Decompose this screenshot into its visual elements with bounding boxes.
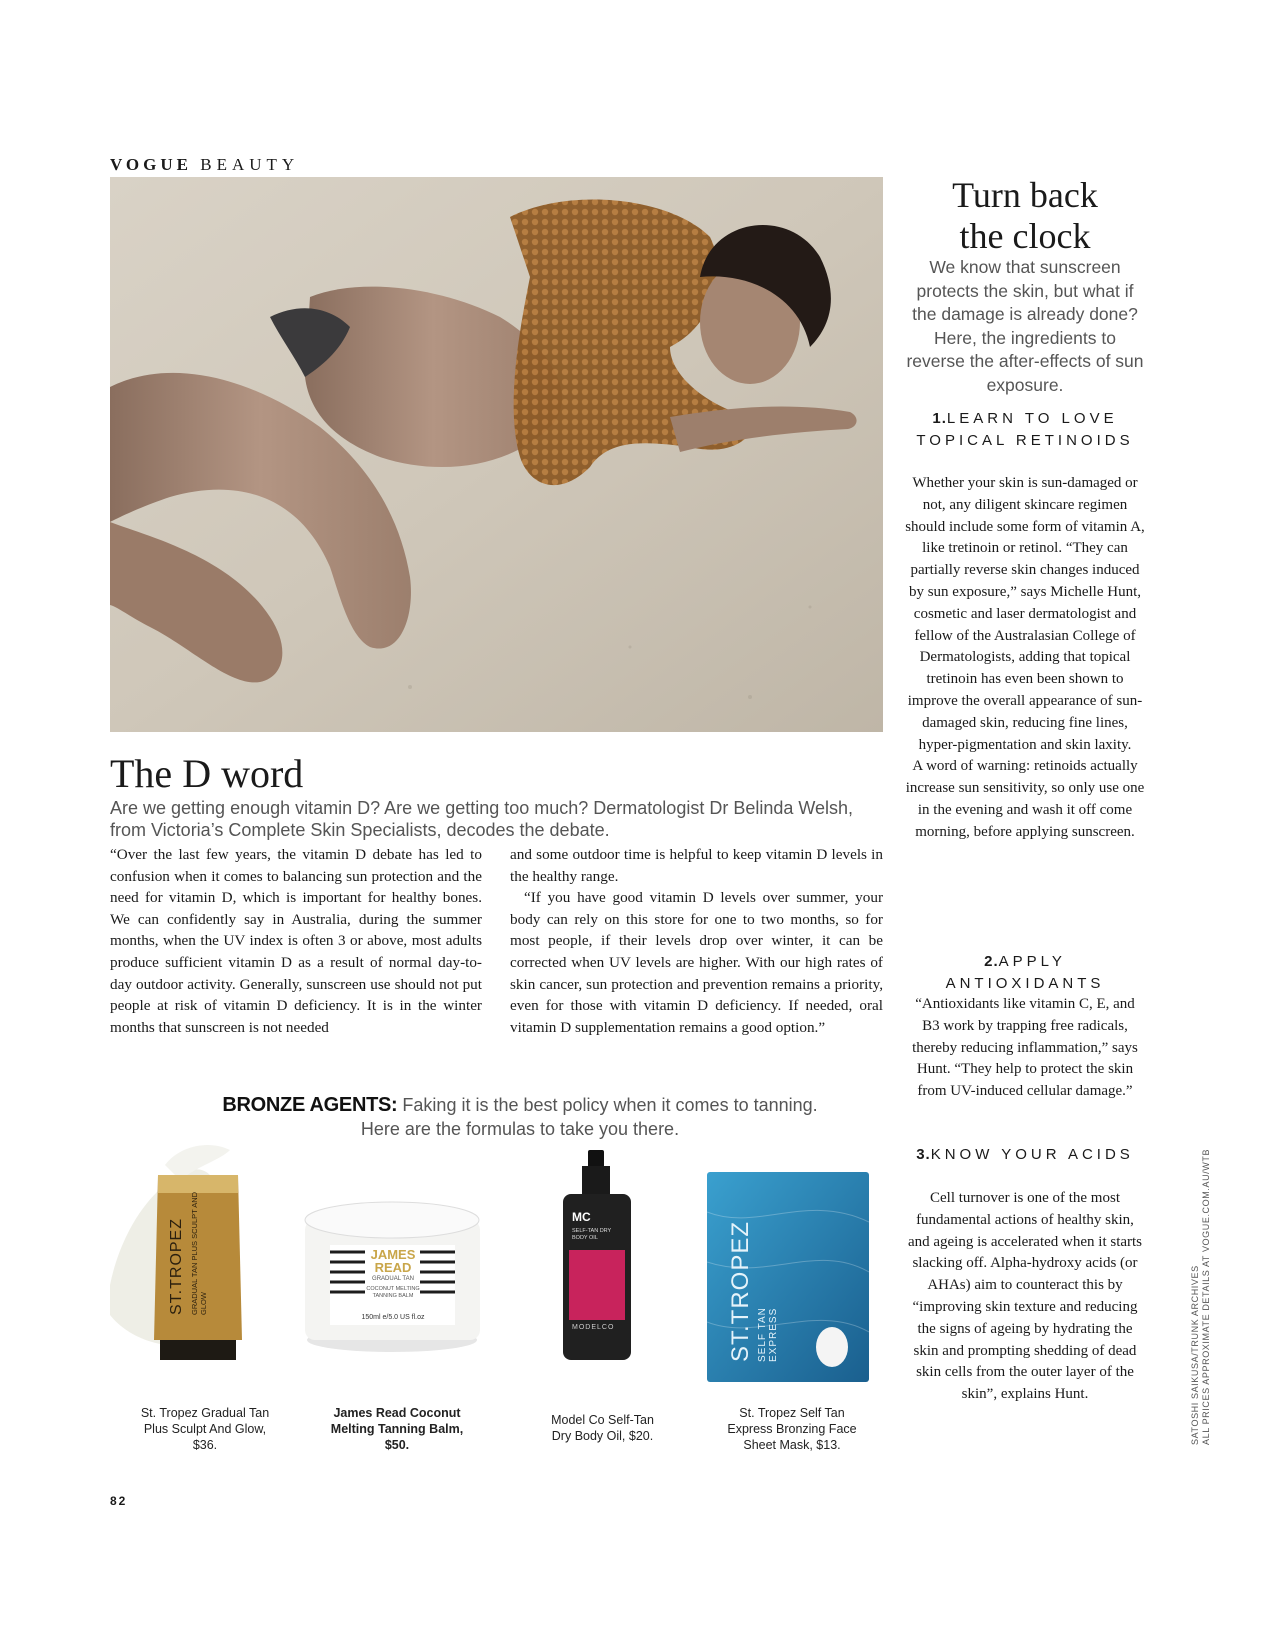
- bronze-label: BRONZE AGENTS:: [222, 1094, 398, 1116]
- product-caption-4: St. Tropez Self Tan Express Bronzing Face Sheet Mask, $13.: [727, 1406, 857, 1452]
- tube-brand: ST.TROPEZ: [168, 1217, 185, 1315]
- product-caption-2: [322, 1405, 472, 1453]
- bottle-footer: MODELCO: [572, 1324, 615, 1331]
- product-caption-1: St. Tropez Gradual Tan Plus Sculpt And Glow, $36.: [140, 1406, 270, 1452]
- paragraph: “Over the last few years, the vitamin D debate has led to confusion when it comes to balancing sun protection and the need for vitamin D, which is important for healthy bones. We can confidently say in Australia, during the summer months, when the UV index is often 3 or above, most adults produce sufficient vitamin D as a result of normal day-to-day outdoor activity. Generally, sunscreen use should not put people at risk of vitamin D deficiency. It is in the winter months that sunscreen is not needed: [110, 846, 482, 1036]
- sidebar-title-line-1: Turn back: [952, 175, 1098, 215]
- sidebar-body-1: [905, 473, 1145, 844]
- sidebar-subhead-1: [915, 408, 1135, 451]
- subhead-text: APPLY ANTIOXIDANTS: [945, 953, 1105, 992]
- subhead-text: LEARN TO LOVE TOPICAL RETINOIDS: [916, 410, 1134, 449]
- jar-line: GRADUAL TAN: [372, 1276, 414, 1282]
- subhead-number: 2.: [984, 953, 999, 970]
- paragraph: Whether your skin is sun-damaged or not, any diligent skincare regimen should include some form of vitamin A, like tretinoin or retinol. “They can partially reverse skin changes induced by sun exposure,” says Michelle Hunt, cosmetic and laser dermatologist and fellow of the Australasian College of Dermatologists, adding that topical tretinoin has even been shown to improve the overall appearance of sun-damaged skin, reducing fine lines, hyper-pigmentation and skin laxity.: [905, 475, 1145, 753]
- jar-product-name: COCONUT MELTING TANNING BALM: [366, 1286, 420, 1299]
- tube-product-name: GRADUAL TAN PLUS SCULPT AND GLOW: [190, 1191, 208, 1315]
- sidebar-deck: We know that sunscreen protects the skin, but what if the damage is already done? Here, the ingredients to reverse the after-effects of sun exposure.: [906, 257, 1144, 395]
- sidebar-body-3: [905, 1188, 1145, 1406]
- paragraph: Cell turnover is one of the most fundamental actions of healthy skin, and ageing is accelerated when it starts slacking off. Alpha-hydroxy acids (or AHAs) aim to counteract this by “improving skin texture and reducing the signs of ageing by hydrating the skin and prompting shedding of dead skin cells from the outer layer of the skin”, explains Hunt.: [907, 1190, 1143, 1403]
- paragraph: “Antioxidants like vitamin C, E, and B3 work by trapping free radicals, thereby reducing inflammation,” says Hunt. “They help to protect the skin from UV-induced cellular damage.”: [912, 996, 1138, 1100]
- bottle-product-name: SELF-TAN DRY BODY OIL: [572, 1228, 612, 1241]
- beach-photo-illustration: [110, 177, 883, 732]
- product-model-co-bottle: [560, 1150, 635, 1362]
- bronze-line-2: Here are the formulas to take you there.: [360, 1119, 680, 1139]
- hero-photo: [110, 177, 883, 732]
- sidebar-title: [905, 175, 1145, 257]
- product-caption-3: Model Co Self-Tan Dry Body Oil, $20.: [551, 1413, 654, 1443]
- subhead-text: KNOW YOUR ACIDS: [930, 1146, 1134, 1163]
- paragraph: A word of warning: retinoids actually increase sun sensitivity, so only use one in the evening and wash it off come morning, before applying sunscreen.: [905, 758, 1145, 840]
- paragraph: “If you have good vitamin D levels over summer, your body can rely on this store for one to two months, so for most people, if their levels drop over winter, it can be corrected when UV levels are higher. With our high rates of skin cancer, sun protection and prevention remains a priority, even for those with vitamin D deficiency. If needed, oral vitamin D supplementation remains a good option.”: [510, 889, 883, 1036]
- article-title: The D word: [110, 751, 304, 796]
- page-number: 82: [110, 1494, 128, 1508]
- paragraph: and some outdoor time is helpful to keep vitamin D levels in the healthy range.: [510, 846, 883, 885]
- article-column-1: [110, 844, 482, 1038]
- article-deck: Are we getting enough vitamin D? Are we getting too much? Dermatologist Dr Belinda Welsh, from Victoria’s Complete Skin Specialists, decodes the debate.: [110, 798, 854, 840]
- jar-brand: JAMES READ: [370, 1247, 416, 1275]
- product-sheet-mask: [707, 1172, 869, 1382]
- section-name: BEAUTY: [200, 155, 300, 174]
- section-header: [110, 155, 299, 175]
- bronze-line-1: Faking it is the best policy when it comes to tanning.: [402, 1095, 818, 1115]
- bottle-brand: MC: [572, 1210, 591, 1224]
- product-st-tropez-tube: [110, 1125, 280, 1365]
- product-james-read-jar: [300, 1190, 485, 1355]
- credit-line-1: SATOSHI SAIKUSA/TRUNK ARCHIVES: [1190, 1265, 1200, 1445]
- jar-size: 150ml e/5.0 US fl.oz: [361, 1314, 425, 1321]
- photo-credit: [1190, 1145, 1211, 1445]
- brand-name: VOGUE: [110, 155, 192, 174]
- mask-product-name: SELF TAN EXPRESS: [757, 1307, 779, 1362]
- caption-bold: James Read Coconut Melting Tanning Balm, $50.: [330, 1406, 464, 1452]
- subhead-number: 3.: [916, 1146, 931, 1163]
- mask-brand: ST.TROPEZ: [727, 1220, 754, 1362]
- credit-line-2: ALL PRICES APPROXIMATE DETAILS AT VOGUE.COM.AU/WTB: [1200, 1148, 1211, 1445]
- sidebar-subhead-2: [915, 951, 1135, 994]
- sidebar-subhead-3: [915, 1144, 1135, 1166]
- article-column-2: [510, 844, 883, 1038]
- sidebar-title-line-2: the clock: [959, 216, 1091, 256]
- sidebar-body-2: [905, 994, 1145, 1103]
- subhead-number: 1.: [932, 410, 947, 427]
